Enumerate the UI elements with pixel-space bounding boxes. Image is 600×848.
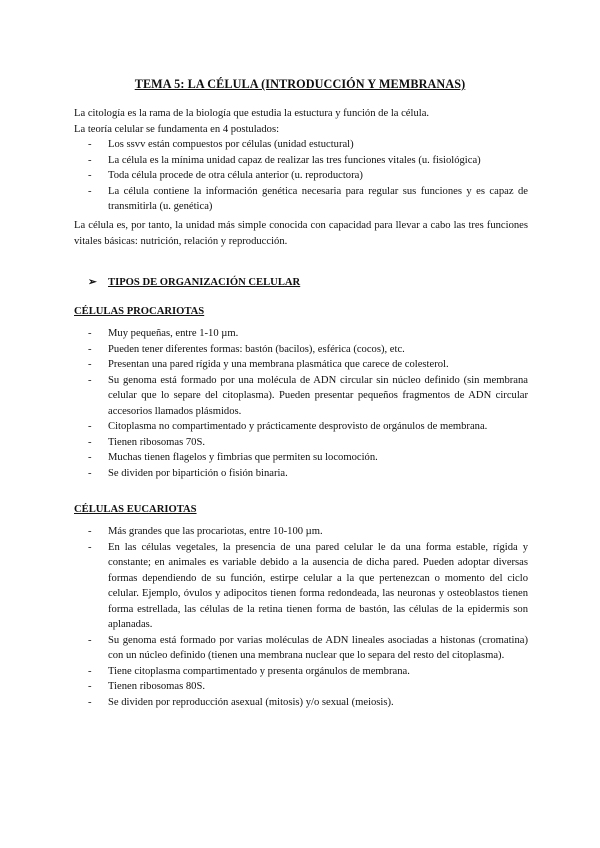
dash-marker: - [88,328,92,339]
list-item: - Pueden tener diferentes formas: bastón (bacilos), esférica (cocos), etc. [88,342,528,358]
dash-marker: - [88,154,92,166]
dash-marker: - [88,696,92,708]
list-item: - La célula contiene la información genética necesaria para regular sus funciones y es capaz de transmitirla (u. genética) [88,185,528,212]
list-item: - Su genoma está formado por varias moléculas de ADN lineales asociadas a histonas (cromatina) con un núcleo definido (tienen una membrana nuclear que lo separa del resto del citoplasma). [88,634,528,661]
prokaryotes-heading: CÉLULAS PROCARIOTAS [74,306,205,317]
dash-marker: - [88,541,92,553]
list-item: - Presentan una pared rígida y una membrana plasmática que carece de colesterol. [88,357,528,373]
arrow-bullet-icon: ➢ [88,277,97,288]
list-item: - Más grandes que las procariotas, entre 10-100 µm. [88,524,528,540]
dash-marker: - [88,170,92,181]
dash-marker: - [88,343,92,355]
dash-marker: - [88,185,92,197]
list-item: - Toda célula procede de otra célula anterior (u. reproductora) [88,168,528,184]
page-title: TEMA 5: LA CÉLULA (INTRODUCCIÓN Y MEMBRANAS) [134,77,466,91]
list-item: - En las células vegetales, la presencia de una pared celular le da una forma estable, rígida y constante; en animales es variable debido a la ausencia de dicha pared. Pueden adoptar diversas formas dependiendo de su función, estirpe celular a la que pertenezcan o momento del ciclo celular. Ejemplo, óvulos y adipocitos tienen forma redondeada, las neuronas y osteoblastos tienen forma estrellada, las células de la retina tienen forma de bastón, las células de la epidermis son aplanadas. [88,541,528,630]
list-item: - Se dividen por bipartición o fisión binaria. [88,466,528,482]
list-item: - Los ssvv están compuestos por células (unidad estuctural) [88,137,528,153]
list-item: - Tiene citoplasma compartimentado y presenta orgánulos de membrana. [88,664,528,680]
dash-marker: - [88,452,92,463]
list-item: - La célula es la mínima unidad capaz de realizar las tres funciones vitales (u. fisiológica) [88,153,528,169]
dash-marker: - [88,374,92,386]
intro-summary: La célula es, por tanto, la unidad más simple conocida con capacidad para llevar a cabo las tres funciones vitales básicas: nutrición, relación y reproducción. [74,220,528,247]
list-item: - Su genoma está formado por una molécula de ADN circular sin núcleo definido (sin membrana celular que lo separe del citoplasma). Pueden presentar pequeños fragmentos de ADN circular accesorios llamados plásmidos. [88,374,528,417]
section-title: TIPOS DE ORGANIZACIÓN CELULAR [108,277,301,288]
dash-marker: - [88,139,92,150]
list-item: - Citoplasma no compartimentado y prácticamente desprovisto de orgánulos de membrana. [88,419,528,435]
postulates-list [88,137,528,215]
eukaryotes-list [88,524,528,710]
dash-marker: - [88,436,92,448]
dash-marker: - [88,359,92,370]
dash-marker: - [88,665,92,677]
list-item: - Se dividen por reproducción asexual (mitosis) y/o sexual (meiosis). [88,695,528,711]
dash-marker: - [88,681,92,692]
prokaryotes-list [88,326,528,481]
list-item: - Muchas tienen flagelos y fimbrias que permiten su locomoción. [88,450,528,466]
dash-marker: - [88,421,92,432]
list-item: - Tienen ribosomas 80S. [88,679,528,695]
list-item: - Tienen ribosomas 70S. [88,435,528,451]
intro-line-2: La teoría celular se fundamenta en 4 postulados: [74,123,280,135]
dash-marker: - [88,467,92,479]
intro-line-1: La citología es la rama de la biología que estudia la estuctura y función de la célula. [74,108,430,119]
section-heading [88,276,300,288]
dash-marker: - [88,634,92,646]
list-item: - Muy pequeñas, entre 1-10 µm. [88,326,528,342]
eukaryotes-heading: CÉLULAS EUCARIOTAS [74,504,197,515]
dash-marker: - [88,526,92,537]
